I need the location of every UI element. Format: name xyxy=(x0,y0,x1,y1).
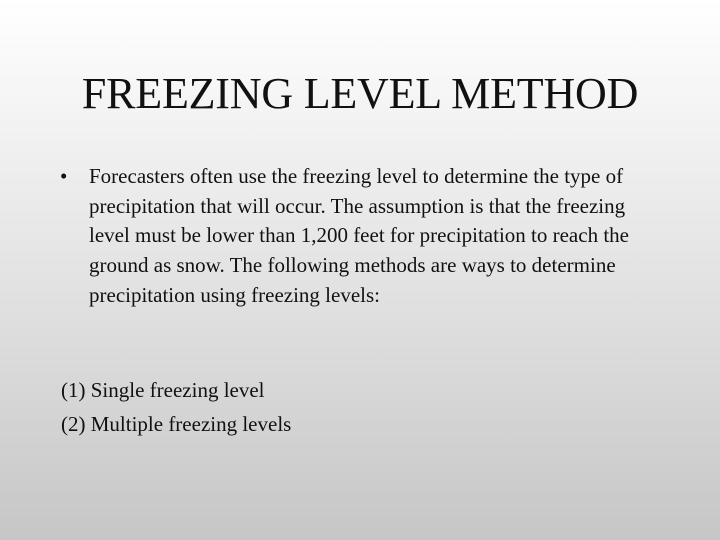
bullet-text: Forecasters often use the freezing level to determine the type of precipitation that will occur. The assumption is that the freezing level must be lower than 1,200 feet for precipitation to reach the ground as snow. The following methods are ways to determine precipitation using freezing levels: xyxy=(89,164,629,307)
method-item-multiple: (2) Multiple freezing levels xyxy=(61,412,292,436)
slide-title: FREEZING LEVEL METHOD xyxy=(81,69,639,118)
method-item-single: (1) Single freezing level xyxy=(61,378,265,402)
method-list xyxy=(61,373,291,441)
bullet-marker: • xyxy=(60,164,68,188)
bullet-item xyxy=(60,162,670,311)
